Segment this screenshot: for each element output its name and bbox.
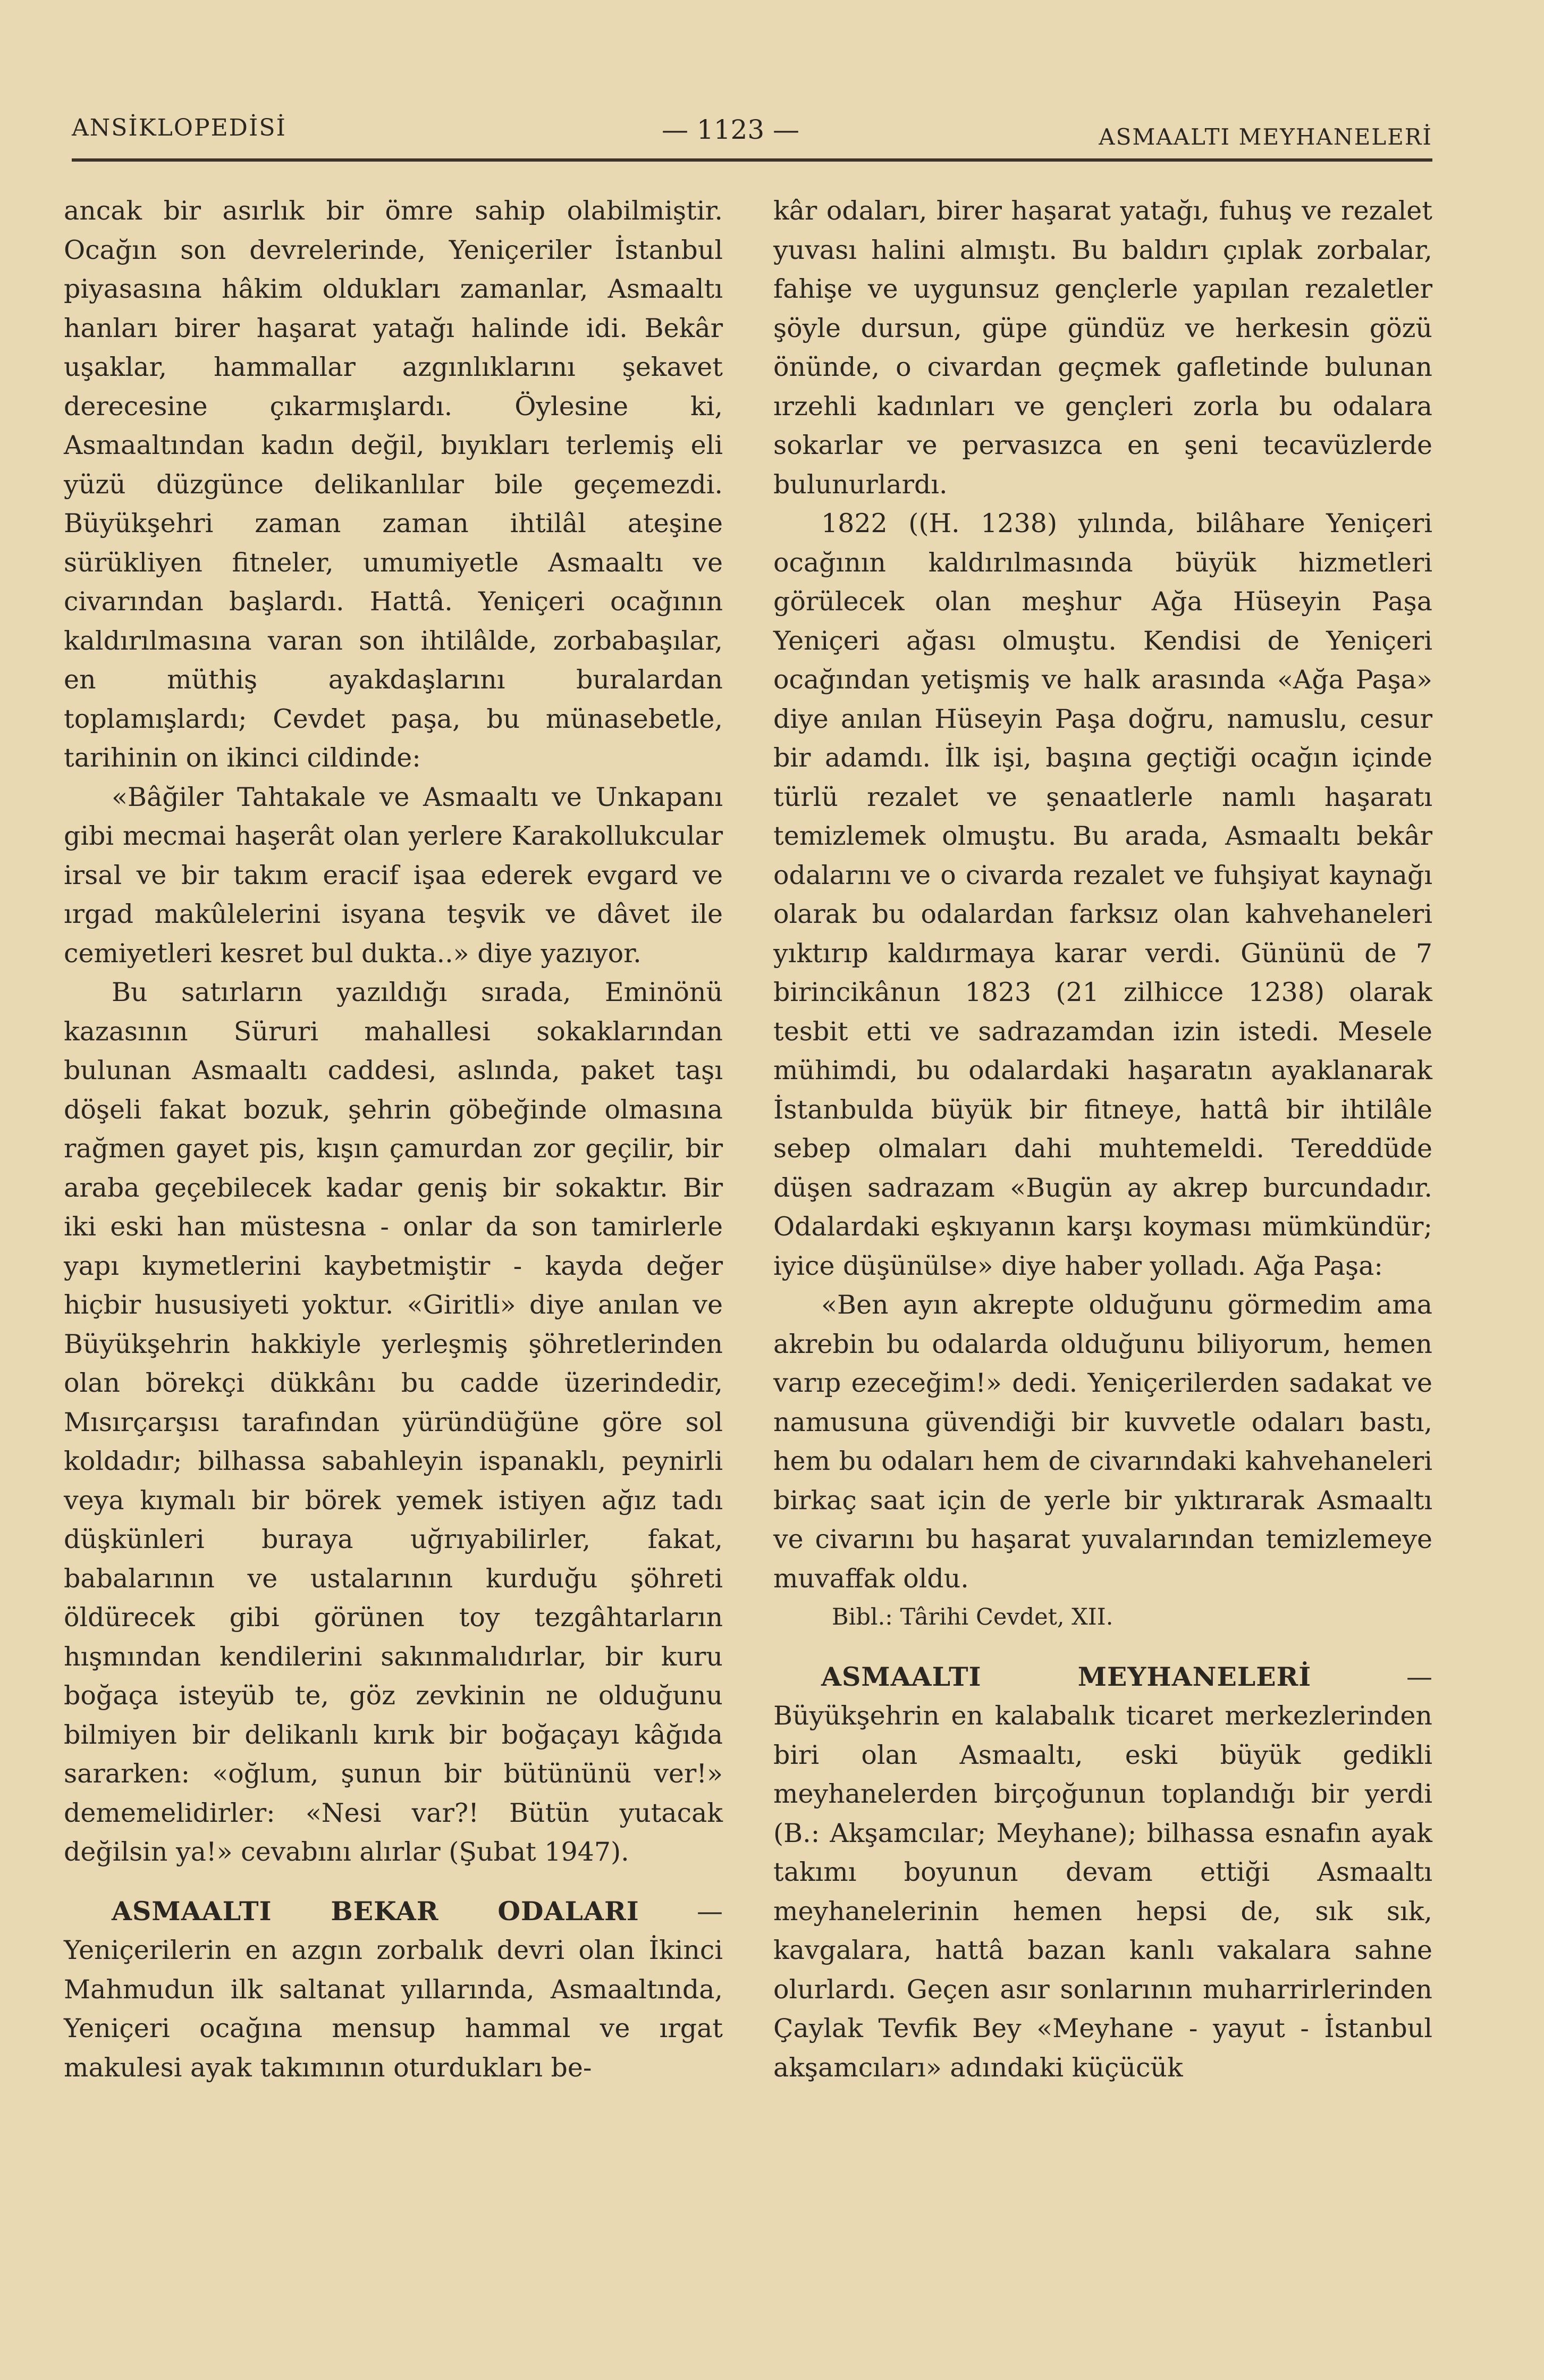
paragraph: 1822 ((H. 1238) yılında, bilâhare Yeniçeri ocağının kaldırılmasında büyük hizmetleri görülecek olan meşhur Ağa Hüseyin Paşa Yeniçeri ağası olmuştu. Kendisi de Yeniçeri ocağından yetişmiş ve halk arasında «Ağa Paşa» diye anılan Hüseyin Paşa doğru, namuslu, cesur bir adamdı. İlk işi, başına geçtiği ocağın içinde türlü rezalet ve şenaatlerle namlı haşaratı temizlemek olmuştu. Bu arada, Asmaaltı bekâr odalarını ve o civarda rezalet ve fuhşiyat kaynağı olarak bu odalardan farksız olan kahvehaneleri yıktırıp kaldırmaya karar verdi. Gününü de 7 birincikânun 1823 (21 zilhicce 1238) olarak tesbit etti ve sadrazamdan izin istedi. Mesele mühimdi, bu odalardaki haşaratın ayaklanarak İstanbulda büyük bir fitneye, hattâ bir ihtilâle sebep olmaları dahi muhtemeldi. Tereddüde düşen sadrazam «Bugün ay akrep burcundadır. Odalardaki eşkıyanın karşı koyması mümkündür; iyice düşünülse» diye haber yolladı. Ağa Paşa: (773, 508, 1432, 1281)
right-column (773, 191, 1432, 2087)
paragraph: ancak bir asırlık bir ömre sahip olabilmiştir. Ocağın son devrelerinde, Yeniçeriler İstanbul piyasasına hâkim oldukları zamanlar, Asmaaltı hanları birer haşarat yatağı halinde idi. Bekâr uşaklar, hammallar azgınlıklarını şekavet derecesine çıkarmışlardı. Öylesine ki, Asmaaltından kadın değil, bıyıkları terlemiş eli yüzü düzgünce delikanlılar bile geçemezdi. Büyükşehri zaman zaman ihtilâl ateşine sürükliyen fitneler, umumiyetle Asmaaltı ve civarından başlardı. Hattâ. Yeniçeri ocağının kaldırılmasına varan son ihtilâlde, zorbabaşılar, en müthiş ayakdaşlarını buralardan toplamışlardı; Cevdet paşa, bu münasebetle, tarihinin on ikinci cildinde: (64, 196, 723, 773)
page-header (72, 109, 1432, 157)
header-entry-title: ASMAALTI MEYHANELERİ (1099, 124, 1432, 150)
page-number: — 1123 — (662, 114, 800, 145)
header-publication-title: ANSİKLOPEDİSİ (72, 114, 286, 141)
entry-text: — Büyükşehrin en kalabalık ticaret merkezlerinden biri olan Asmaaltı, eski büyük gedikli meyhanelerden birçoğunun toplandığı bir yerdi (B.: Akşamcılar; Meyhane); bilhassa esnafın ayak takımı boyunun devam ettiği Asmaaltı meyhanelerinin hemen hepsi de, sık sık, kavgalara, hattâ bazan kanlı vakalara sahne olurlardı. Geçen asır sonlarının muharrirlerinden Çaylak Tevfik Bey «Meyhane - yayut - İstanbul akşamcıları» adındaki küçücük (773, 1661, 1432, 2083)
paragraph: Bu satırların yazıldığı sırada, Eminönü kazasının Süruri mahallesi sokaklarından bulunan Asmaaltı caddesi, aslında, paket taşı döşeli fakat bozuk, şehrin göbeğinde olmasına rağmen gayet pis, kışın çamurdan zor geçilir, bir araba geçebilecek kadar geniş bir sokaktır. Bir iki eski han müstesna - onlar da son tamirlerle yapı kıymetlerini kaybetmiştir - kayda değer hiçbir hususiyeti yoktur. «Giritli» diye anılan ve Büyükşehrin hakkiyle yerleşmiş şöhretlerinden olan börekçi dükkânı bu cadde üzerindedir, Mısırçarşısı tarafından yüründüğüne göre sol koldadır; bilhassa sabahleyin ispanaklı, peynirli veya kıymalı bir börek yemek istiyen ağız tadı düşkünleri buraya uğrıyabilirler, fakat, babalarının ve ustalarının kurduğu şöhreti öldürecek gibi görünen toy tezgâhtarların hışmından kendilerini sakınmalıdırlar, bir kuru boğaça isteyüb te, göz zevkinin ne olduğunu bilmiyen bir delikanlı kırık bir boğaçayı kâğıda sararken: «oğlum, şunun bir bütününü ver!» dememelidirler: «Nesi var?! Bütün yutacak değilsin ya!» cevabını alırlar (Şubat 1947). (64, 977, 723, 1867)
left-column (64, 191, 723, 2087)
paragraph: kâr odaları, birer haşarat yatağı, fuhuş ve rezalet yuvası halini almıştı. Bu baldırı çıplak zorbalar, fahişe ve uygunsuz gençlerle yapılan rezaletler şöyle dursun, güpe gündüz ve herkesin gözü önünde, o civardan geçmek gafletinde bulunan ırzehli kadınları ve gençleri zorla bu odalara sokarlar ve pervasızca en şeni tecavüzlerde bulunurlardı. (773, 196, 1432, 500)
header-rule (72, 158, 1432, 162)
entry-text: — Yeniçerilerin en azgın zorbalık devri olan İkinci Mahmudun ilk saltanat yıllarında, Asmaaltında, Yeniçeri ocağına mensup hammal ve ırgat makulesi ayak takımının oturdukları be- (64, 1896, 723, 2083)
quotation: «Bâğiler Tahtakale ve Asmaaltı ve Unkapanı gibi mecmai haşerât olan yerlere Karakollukcular irsal ve bir takım eracif işaa ederek evgard ve ırgad makûlelerini isyana teşvik ve dâvet ile cemiyetleri kesret bul dukta..» diye yazıyor. (64, 781, 723, 969)
entry-asmaalti-meyhaneleri (773, 1658, 1432, 2088)
entry-title: ASMAALTI MEYHANELERİ (821, 1661, 1312, 1692)
entry-title: ASMAALTI BEKAR ODALARI (112, 1895, 639, 1927)
bibliography: Bibl.: Târihi Cevdet, XII. (832, 1604, 1113, 1630)
entry-asmaalti-bekar-odalari (64, 1892, 723, 2088)
quotation: «Ben ayın akrepte olduğunu görmedim ama akrebin bu odalarda olduğunu biliyorum, hemen varıp ezeceğim!» dedi. Yeniçerilerden sadakat ve namusuna güvendiği bir kuvvetle odaları bastı, hem bu odaları hem de civarındaki kahvehaneleri birkaç saat için de yerle bir yıktırarak Asmaaltı ve civarını bu haşarat yuvalarından temizlemeye muvaffak oldu. (773, 1290, 1432, 1594)
